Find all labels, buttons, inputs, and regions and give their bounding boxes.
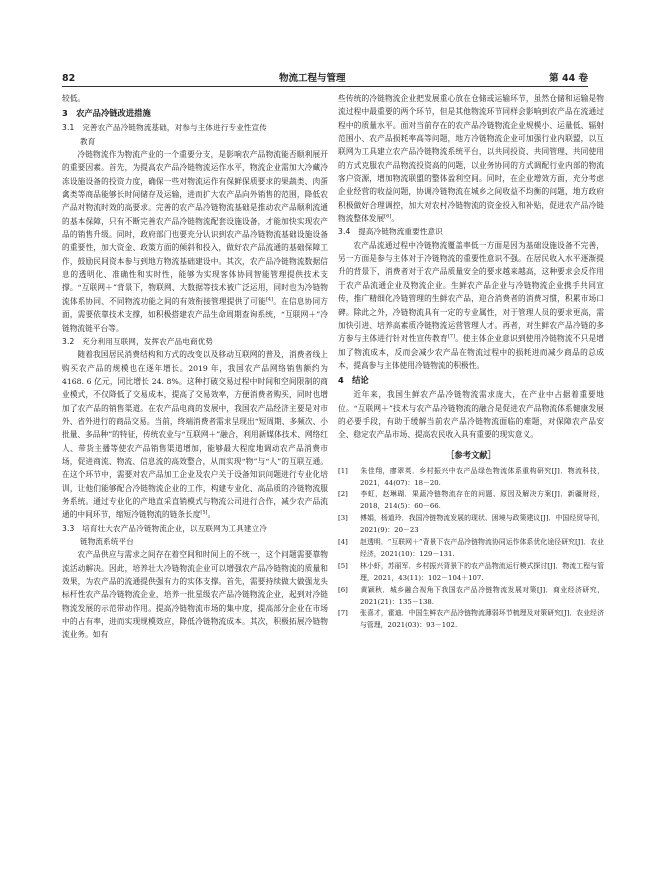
subsection-heading-line: 教育	[80, 136, 96, 146]
citation: [4]	[265, 296, 274, 303]
running-header	[62, 66, 588, 84]
reference-number: [6]	[338, 585, 348, 594]
paragraph-text: 农产品流通过程中冷链物流覆盖率低一方面是因为基础设施设备不完善，另一方面是参与主体对于冷链物流的重要性意识不强。在居民收入水平逐渐提升的背景下，消费者对于农产品质量安全的要求越来越高，这种要求会反作用于农产品流通企业及物流企业。生鲜农产品企业与冷链物流企业携手共同宣传，推广精细化冷链管理的生鲜农产品，迎合消费者的消费习惯，积累市场口碑。除此之外，冷链物流具有一定的专业属性，对于管理人员的要求更高，需加快引进、培养高素质冷链物流运营管理人才。再者，对生鲜农产品冷链的多方参与主体进行针对性宣传教育	[338, 240, 604, 344]
reference-text: 朱佳翔，廖翠英．乡村振兴中农产品绿色物流体系重构研究[J]．物流科技，2021，44(07)：18－20.	[360, 466, 604, 487]
paragraph	[62, 348, 328, 521]
reference-text: 傅娟，杨道玲．我国冷链物流发展的现状、困境与政策建议[J]．中国经贸导刊，2021(9)：20－23	[360, 514, 604, 535]
paragraph-text: 冷链物流作为物流产业的一个重要分支，是影响农产品物流能否顺利展开的重要因素。首先，为提高农产品冷链物流运作水平，物流企业需加大冷藏冷冻设施设备的投资力度，确保一些对物流运作有保鲜保质要求的果蔬类、肉蛋禽类等商品能够长时间储存及运输，进而扩大农产品向外销售的范围，降低农产品对物流时效的高要求。完善的农产品冷链物流基础是推动农产品顺利流通的基本保障，只有不断完善农产品冷链物流配套设施设备，才能加快实现农产品的销售升级。同时，政府部门也要充分认识到农产品冷链物流基础设施设备的重要性，加大资金、政策方面的倾斜和投入，做好农产品流通的基础保障工作，鼓励民间资本参与到地方物流基础建设中。其次，农产品冷链物流数据信息的透明化、准确性和实时性，能够为实现客体协同智能管理提供技术支撑。“互联网＋”背景下，物联网、大数据等技术被广泛运用，同时也为冷链物流体系协同、不同物流功能之间的有效衔接管理提供了可能	[62, 150, 328, 306]
reference-text: 张喜才，霍迪．中国生鲜农产品冷链物流薄弱环节梳理及对策研究[J]．农业经济与管理，2021(03)：93－102.	[360, 609, 604, 630]
references-title: ［参考文献］	[446, 449, 496, 460]
paragraph-text: 。使主体企业意识到使用冷链物流不只是增加了物流成本，反而会减少农产品在物流过程中的损耗进而减少商品的总成本，提高参与主体使用冷链物流的积极性。	[338, 334, 604, 370]
reference-list	[338, 466, 604, 633]
paragraph	[338, 239, 604, 372]
subsection-heading	[62, 522, 328, 549]
reference-number: [3]	[338, 514, 348, 523]
paragraph: 较低。	[62, 94, 86, 103]
paragraph-text: 随着我国居民消费结构和方式的改变以及移动互联网的普及，消费者线上购买农产品的规模也在逐年增长。2019 年，我国农产品网络销售额约为 4168. 6 亿元，同比增长 24. 8%。这种打破交易过程中时间和空间限制的商业模式，不仅降低了交易成本，提高了交易效率，方便消费者购买，同时也增加了农产品的销售渠道。在农产品电商的发展中，我国农产品经济主要是对市外、省外进行的商品交易。当前，终端消费者需求呈现出“短周期、多频次、小批量、多品种”的特征，传统农业与“互联网＋”融合，利用新媒体技术、网络红人、带货主播等使农产品销售渠道增加，能够最大程度地调动农产品消费市场，促进商流、物流、信息流的高效整合，从而实现“物”与“人”的互联互通。在这个环节中，需要对农产品加工企业及农户关于设备知识问题进行专业化培训，让他们能够配合冷链物流企业的工作，构建专业化、高品质的冷链物流服务系统。通过专业化的产地直采直销模式与物流公司进行合作，减少农产品流通的中间环节，缩短冷链物流的链条长度	[62, 350, 328, 520]
header-rule	[62, 86, 588, 87]
reference-text: 赵透明．“互联网＋”背景下农产品冷链物流协同运作体系优化途径研究[J]．农业经济，2021(10)：129－131.	[360, 538, 604, 558]
section-heading: 4 结论	[338, 375, 369, 386]
volume-label: 第 44 卷	[549, 73, 588, 84]
citation: [7]	[447, 333, 455, 340]
reference-number: [2]	[338, 490, 348, 499]
paragraph: 近年来，我国生鲜农产品冷链物流需求庞大，在产业中占据着重要地位。“互联网＋”技术与农产品冷链物流的融合是促进农产品物流体系健康发展的必要手段，有助于缓解当前农产品冷链物流面临的难题，对保障农产品安全、稳定农产品市场、提高农民收入具有重要的现实意义。	[338, 390, 604, 440]
subsection-heading-line: 链物流系统平台	[80, 537, 134, 546]
reference-item	[338, 608, 604, 632]
reference-item	[338, 585, 604, 609]
paragraph: 农产品供应与需求之间存在着空间和时间上的不统一，这个问题需要靠物流活动解决。因此，培养壮大冷链物流企业可以增强农产品冷链物流的质量和效果，为农产品的流通提供强有力的实体支撑。首先，需要持续做大做强龙头标杆性农产品冷链物流企业，培养一批星级农产品冷链物流企业，起到对冷链物流发展的示范带动作用。提高冷链物流市场的集中度，提高部分企业在市场中的占有率，进而实现规模效应，降低冷链物流成本。其次，积极拓展冷链物流业务。如有	[62, 550, 328, 640]
reference-number: [4]	[338, 538, 348, 547]
paragraph-text: 。在信息协同方面，需要依靠技术支撑，如积极搭建农产品生命周期查询系统，“互联网＋”冷链物流链平台等。	[62, 296, 328, 333]
left-column	[62, 92, 328, 642]
reference-item	[338, 537, 604, 561]
paragraph-text: 些传统的冷链物流企业把发展重心放在仓储或运输环节，虽然仓储和运输是物流过程中最重要的两个环节，但是其他物流环节同样会影响到农产品在流通过程中的质量水平。面对当前存在的农产品冷链物流企业规模小、运量低、辐射范围小、农产品损耗率高等问题，地方冷链物流企业可加强行业内联盟，以互联网为工具建立农产品冷链物流系统平台，以共同投资、共同管理、共同使用的方式克服农产品物流投资高的问题，以业务协同的方式调配行业内部的物流客户资源，增加物流联盟的整体盈利空间。同时，在企业增效方面，充分考虑企业经营的收益问题，协调冷链物流在城乡之间收益不均衡的问题，地方政府积极做好合理调控，加大对农村冷链物流的资金投入和补贴，促进农产品冷链物流整体发展	[338, 94, 604, 224]
reference-number: [5]	[338, 561, 348, 570]
subsection-heading: 3.4 提高冷链物流重要性意识	[338, 227, 443, 237]
citation: [6]	[384, 213, 392, 220]
subsection-heading-line: 3.1 完善农产品冷链物流基础，对参与主体进行专业性宣传	[62, 123, 268, 133]
reference-item	[338, 489, 604, 513]
reference-text: 林小虾，苏丽军．乡村振兴背景下的农产品物流运行模式探讨[J]．物流工程与管理，2021，43(11)：102－104＋107.	[360, 561, 604, 582]
reference-text: 黄颖秋．城乡融合视角下我国农产品冷链物流发展对策[J]．商业经济研究，2021(21)：135－138.	[360, 585, 604, 606]
right-column	[338, 92, 604, 632]
section-heading: 3 农产品冷链改进措施	[62, 108, 151, 119]
subsection-heading	[62, 121, 328, 148]
citation: [5]	[200, 509, 208, 516]
reference-item	[338, 466, 604, 490]
reference-item	[338, 561, 604, 585]
reference-number: [1]	[338, 466, 348, 475]
paragraph-text: 。	[391, 214, 399, 224]
page-number: 82	[62, 73, 76, 84]
reference-text: 李虹，赵琳瑚．果蔬冷链物流存在的问题、原因及解决方案[J]．新疆财经，2018，214(5)：60－66.	[360, 490, 604, 511]
subsection-heading: 3.2 充分利用互联网，发挥农产品电商优势	[62, 336, 214, 346]
journal-title: 物流工程与管理	[278, 73, 346, 84]
paragraph	[62, 148, 328, 335]
paragraph-text: 。	[207, 510, 216, 520]
reference-number: [7]	[338, 609, 348, 618]
subsection-heading-line: 3.3 培育壮大农产品冷链物流企业，以互联网为工具建立冷	[62, 523, 268, 533]
reference-item	[338, 513, 604, 537]
paragraph	[338, 92, 604, 225]
